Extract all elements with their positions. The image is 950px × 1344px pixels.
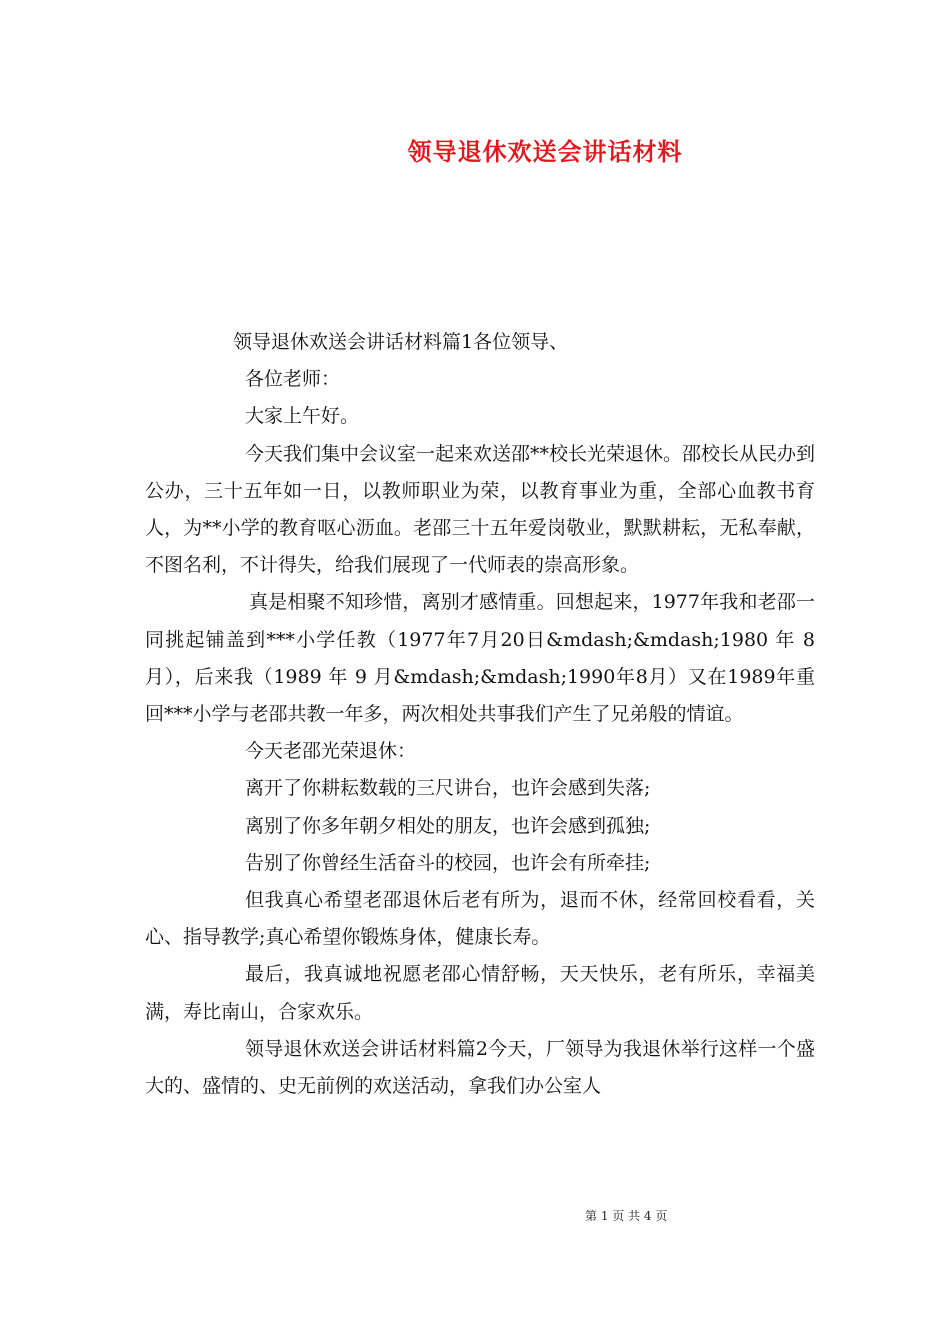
paragraph: 大家上午好。 bbox=[245, 405, 360, 428]
paragraph: 今天我们集中会议室一起来欢送邵**校长光荣退休。邵校长从民办到公办，三十五年如一日，以教师职业为荣，以教育事业为重，全部心血教书育人，为**小学的教育呕心沥血。老邵三十五年爱岗敬业，默默耕耘，无私奉献，不图名利，不计得失，给我们展现了一代师表的崇高形象。 bbox=[145, 442, 816, 577]
page-number: 第 1 页 共 4 页 bbox=[585, 1209, 668, 1223]
paragraph: 各位老师： bbox=[245, 368, 341, 391]
paragraph: 今天老邵光荣退休： bbox=[245, 740, 417, 763]
document-title: 领导退休欢送会讲话材料 bbox=[407, 138, 683, 166]
paragraph: 领导退休欢送会讲话材料篇2今天，厂领导为我退休举行这样一个盛大的、盛情的、史无前例的欢送活动，拿我们办公室人 bbox=[145, 1037, 815, 1098]
paragraph: 离别了你多年朝夕相处的朋友，也许会感到孤独; bbox=[245, 814, 651, 837]
paragraph: 离开了你耕耘数载的三尺讲台，也许会感到失落; bbox=[245, 777, 651, 800]
paragraph: 领导退休欢送会讲话材料篇1各位领导、 bbox=[233, 331, 569, 353]
document-body bbox=[145, 324, 815, 1105]
paragraph: 但我真心希望老邵退休后老有所为，退而不休，经常回校看看，关心、指导教学;真心希望你锻炼身体，健康长寿。 bbox=[145, 889, 815, 949]
paragraph: 最后，我真诚地祝愿老邵心情舒畅，天天快乐，老有所乐，幸福美满，寿比南山，合家欢乐。 bbox=[145, 963, 815, 1023]
paragraph: 告别了你曾经生活奋斗的校园，也许会有所牵挂; bbox=[245, 851, 651, 874]
paragraph: 真是相聚不知珍惜，离别才感情重。回想起来，1977年我和老邵一同挑起铺盖到***小学任教（1977年7月20日&mdash;&mdash;1980 年 8 月），后来我（1989 年 9 月&mdash;&mdash;1990年8月）又在1989年重回***小学与老邵共教一年多，两次相处共事我们产生了兄弟般的情谊。 bbox=[145, 591, 815, 726]
